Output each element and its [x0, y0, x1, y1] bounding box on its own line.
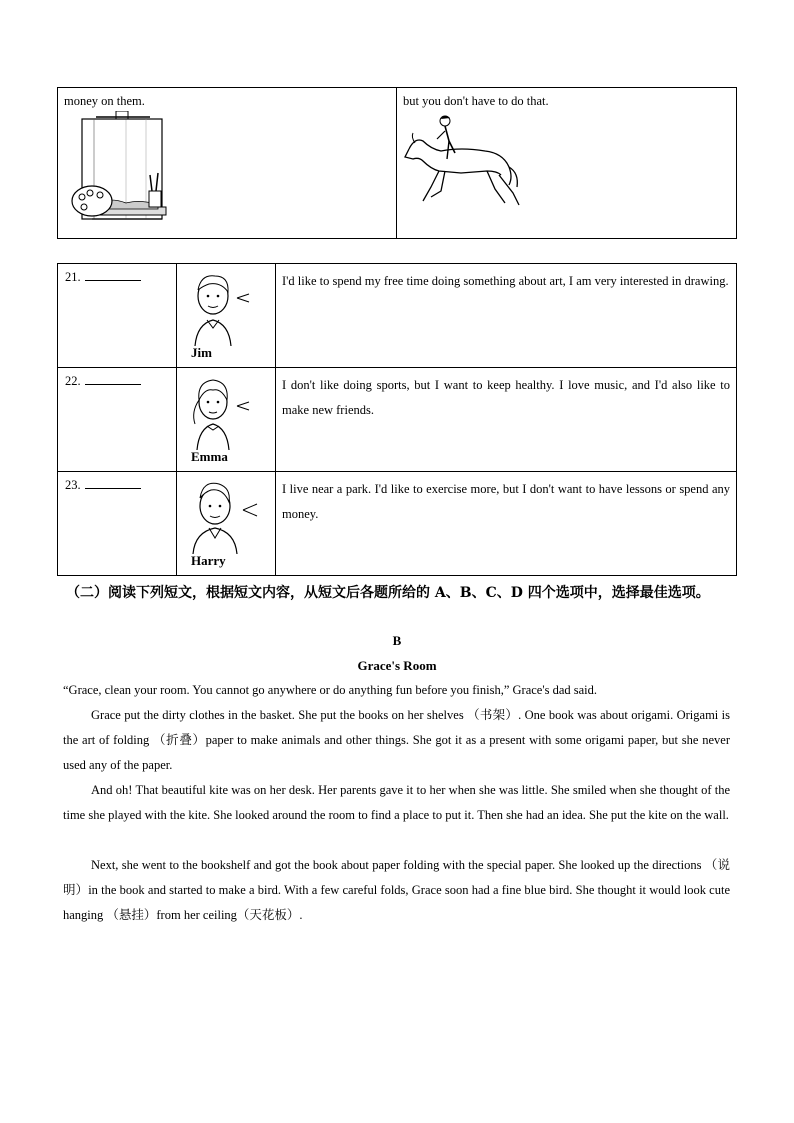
section-instruction: （二）阅读下列短文，根据短文内容，从短文后各题所给的 A、B、C、D 四个选项中，选择最佳选项。: [66, 585, 710, 601]
question-number: 23.: [65, 478, 81, 492]
person-picture-harry: [177, 472, 276, 576]
passage-title: Grace's Room: [357, 658, 437, 673]
table-row: [58, 472, 737, 576]
person-statement: I live near a park. I'd like to exercise more, but I don't want to have lessons or spend any money.: [282, 482, 730, 521]
activity-cell-art: [58, 88, 397, 239]
activity-text-left: money on them.: [64, 94, 145, 108]
passage-paragraph-1: “Grace, clean your room. You cannot go anywhere or do anything fun before you finish,” Grace's dad said.: [63, 683, 598, 697]
person-picture-emma: [177, 368, 276, 472]
answer-blank[interactable]: [85, 270, 141, 281]
person-statement: I'd like to spend my free time doing something about art, I am very interested in drawing.: [282, 274, 729, 288]
passage-paragraph-3: And oh! That beautiful kite was on her desk. Her parents gave it to her when she was little. She smiled when she thought of the time she played with the kite. She looked around the room to find a place to put it. Then she had an idea. She put the kite on the wall.: [63, 783, 730, 822]
girl-emma-icon: [187, 372, 257, 452]
table-row: [58, 368, 737, 472]
horse-rider-illustration: [401, 113, 531, 213]
answer-blank[interactable]: [85, 478, 141, 489]
passage-paragraph-4: Next, she went to the bookshelf and got the book about paper folding with the special paper. She looked up the directions （说明）in the book and started to make a bird. With a few careful folds, Grace soon had a fine blue bird. She thought it would look cute hanging （悬挂）from her ceiling（天花板）.: [63, 858, 730, 922]
question-number: 22.: [65, 374, 81, 388]
activity-text-right: but you don't have to do that.: [403, 94, 549, 108]
person-statement: I don't like doing sports, but I want to keep healthy. I love music, and I'd also like to make new friends.: [282, 378, 730, 417]
boy-harry-icon: [187, 476, 267, 556]
questions-table: [57, 263, 737, 576]
person-picture-jim: [177, 264, 276, 368]
passage-letter: B: [392, 633, 402, 648]
table-row: [58, 264, 737, 368]
boy-jim-icon: [187, 268, 257, 348]
easel-palette-illustration: [66, 111, 176, 223]
person-name: Emma: [191, 449, 228, 464]
answer-blank[interactable]: [85, 374, 141, 385]
activity-table: [57, 87, 737, 239]
activity-cell-horse: [397, 88, 737, 239]
person-name: Jim: [191, 345, 212, 360]
person-name: Harry: [191, 553, 226, 568]
passage-paragraph-2: Grace put the dirty clothes in the basket. She put the books on her shelves （书架）. One book was about origami. Origami is the art of folding （折叠）paper to make animals and other things. She got it as a present with some origami paper, but she never used any of the paper.: [63, 708, 730, 772]
question-number: 21.: [65, 270, 81, 284]
